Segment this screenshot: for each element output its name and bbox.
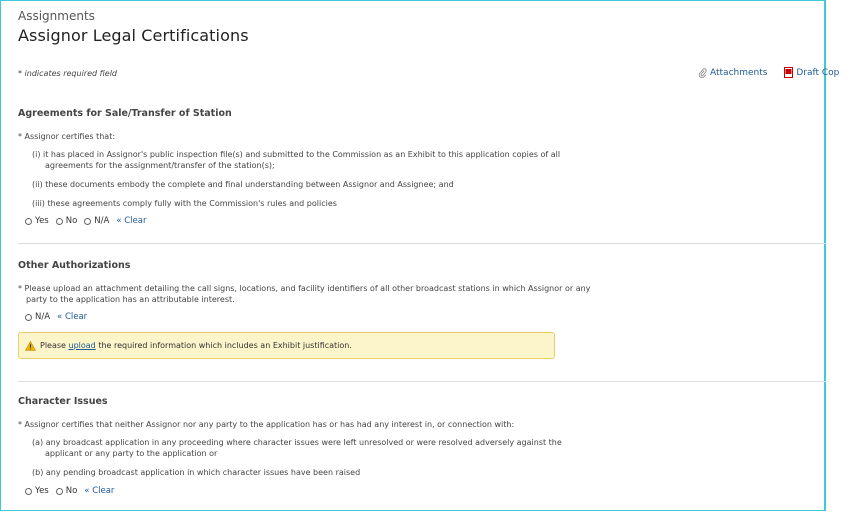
other-auth-na-option[interactable] [25,312,50,322]
agreements-item-1-line1: it has placed in Assignor's public inspection file(s) and submitted to the Commission as an Exhibit to this application copies of all [43,150,561,159]
other-auth-na-label[interactable]: N/A [35,312,51,322]
radio-button[interactable] [25,314,32,321]
agreements-item-1 [32,149,560,160]
agreements-no-option[interactable] [56,216,78,226]
paperclip-icon [698,68,707,78]
agreements-item-2 [32,179,454,190]
agreements-section-title-wrap [18,108,232,119]
character-item-a-num: (a) [32,438,44,447]
agreements-item-1-cont: agreements for the assignment/transfer of the station(s); [45,161,275,170]
draft-copy-label[interactable]: Draft Cop [796,67,840,78]
character-item-a [32,437,562,448]
radio-button[interactable] [25,488,32,495]
character-item-b-text: any pending broadcast application in which character issues have been raised [45,468,361,477]
character-item-a-cont: applicant or any party to the application or [45,449,218,458]
agreements-item-3-num: (iii) [32,199,45,208]
agreements-item-3-text: these agreements comply fully with the Commission's rules and policies [47,199,337,208]
warning-prefix: Please [40,341,66,350]
character-item-b [32,467,360,478]
radio-button[interactable] [84,218,91,225]
other-auth-radio-group [25,312,87,322]
character-radio-group [25,486,114,496]
agreements-na-label[interactable]: N/A [94,216,110,226]
agreements-item-3 [32,198,337,209]
character-item-a-line1: any broadcast application in any proceeding where character issues were left unresolved or were resolved adversely against the [45,438,562,447]
character-no-label[interactable]: No [65,486,78,496]
character-section-title-wrap [18,396,108,407]
character-yes-option[interactable] [25,486,49,496]
character-question: * Assignor certifies that neither Assignor nor any party to the application has or has had any interest in, or connection with: [18,420,515,429]
agreements-na-option[interactable] [84,216,109,226]
other-auth-question: * Please upload an attachment detailing the call signs, locations, and facility identifiers of all other broadcast stations in which Assignor or any [18,284,591,293]
section-divider [18,243,827,244]
other-auth-clear-link[interactable]: « Clear [57,312,88,322]
attachments-link[interactable] [698,68,767,78]
page-title: Assignor Legal Certifications [18,26,249,45]
radio-button[interactable] [25,218,32,225]
section-divider [18,381,827,382]
agreements-no-label[interactable]: No [65,216,78,226]
required-field-note: * indicates required field [18,69,118,78]
other-auth-section-title: Other Authorizations [18,260,131,271]
agreements-item-2-num: (ii) [32,180,43,189]
agreements-yes-label[interactable]: Yes [35,216,49,226]
warning-suffix: the required information which includes an Exhibit justification. [98,341,352,350]
agreements-radio-group [25,216,146,226]
agreements-item-1-num: (i) [32,150,41,159]
pdf-icon [784,67,793,78]
agreements-yes-option[interactable] [25,216,49,226]
character-clear-link[interactable]: « Clear [84,486,115,496]
character-item-b-num: (b) [32,468,44,477]
other-auth-section-title-wrap [18,260,130,271]
radio-button[interactable] [56,488,63,495]
draft-copy-link[interactable] [784,67,839,78]
character-yes-label[interactable]: Yes [35,486,49,496]
toolbar [698,67,853,81]
character-no-option[interactable] [56,486,78,496]
character-section-title: Character Issues [18,396,108,407]
page-header [18,9,249,45]
attachments-label[interactable]: Attachments [710,68,768,78]
agreements-clear-link[interactable]: « Clear [116,216,147,226]
warning-icon [25,341,36,351]
agreements-item-2-text: these documents embody the complete and final understanding between Assignor and Assignee; and [45,180,454,189]
agreements-section-title: Agreements for Sale/Transfer of Station [18,108,232,119]
agreements-question: * Assignor certifies that: [18,132,116,141]
upload-link[interactable]: upload [68,341,96,350]
breadcrumb[interactable]: Assignments [18,9,95,23]
other-auth-question-cont: party to the application has an attributable interest. [26,295,235,304]
upload-warning-banner [18,332,555,359]
radio-button[interactable] [56,218,63,225]
